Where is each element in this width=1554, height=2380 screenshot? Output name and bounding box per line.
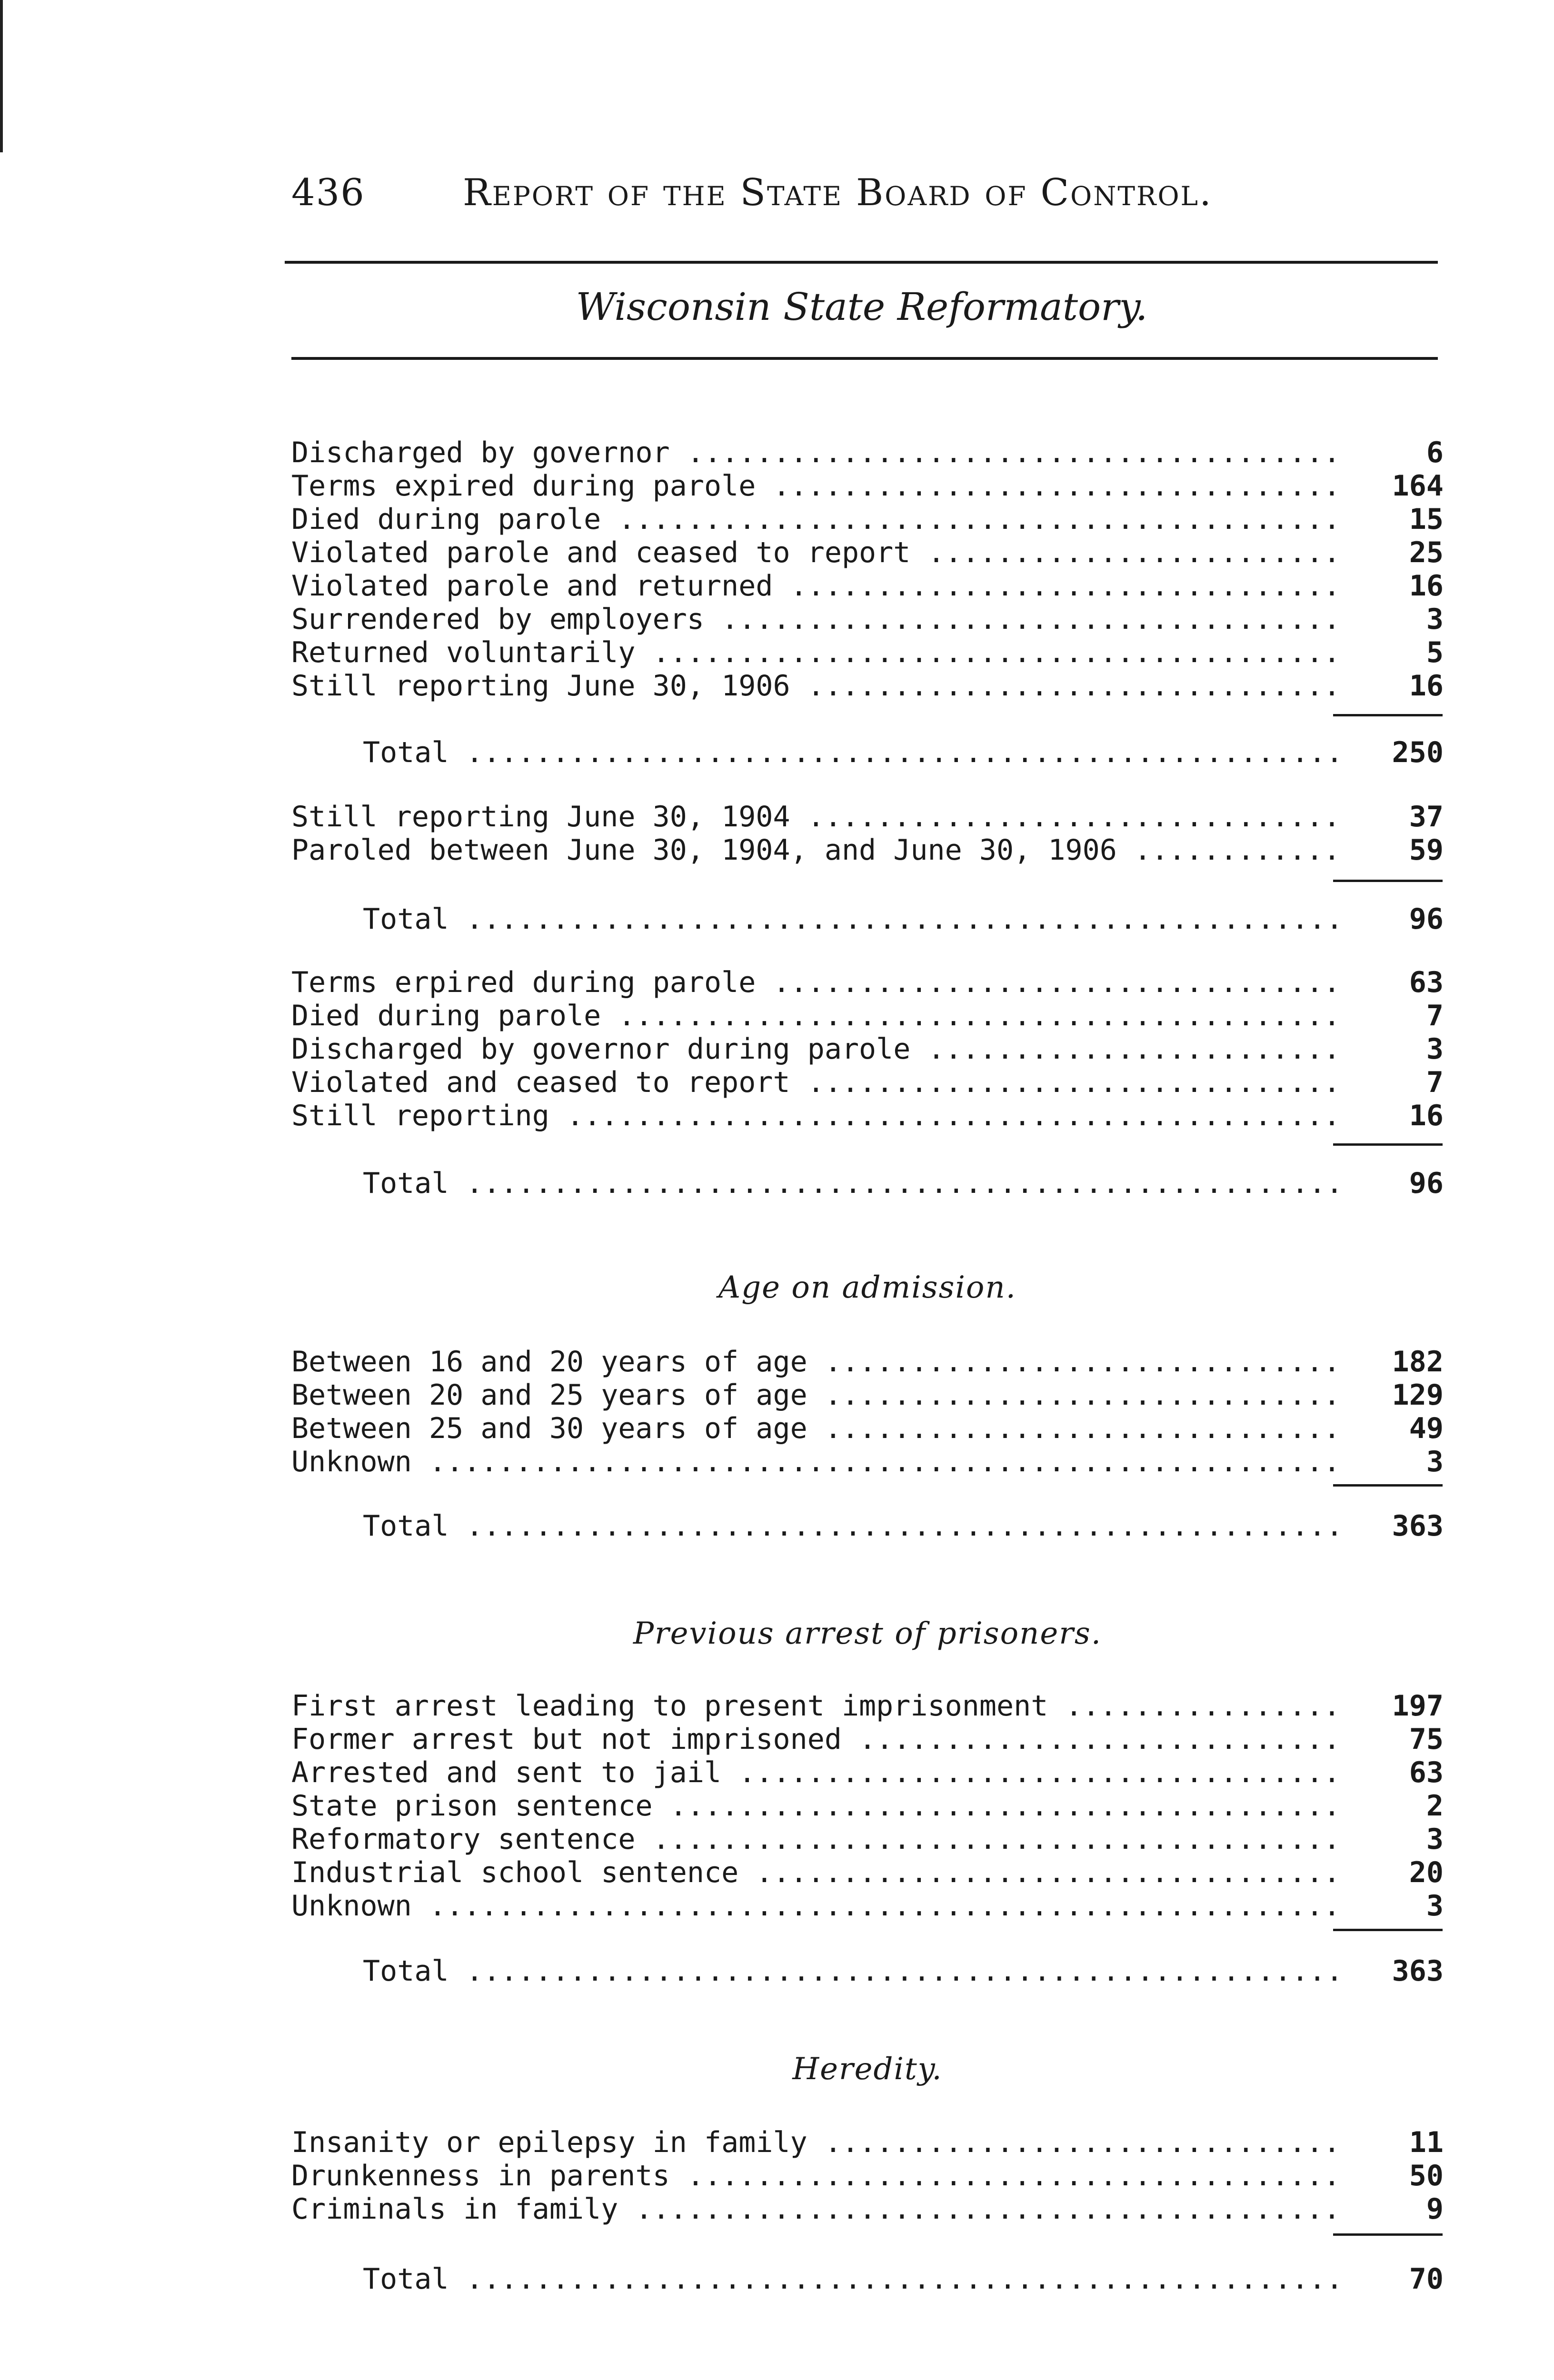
total-row: Total ..... 363	[291, 1954, 1444, 1988]
table-row: Discharged by governor ..... 6	[291, 436, 1444, 470]
sum-rule	[1333, 714, 1443, 716]
table-row: Died during parole ..... 15	[291, 502, 1444, 536]
table-row: Drunkenness in parents ..... 50	[291, 2159, 1444, 2193]
sum-rule	[1333, 1143, 1443, 1146]
table-row: Discharged by governor during parole ..... 3	[291, 1032, 1444, 1066]
sum-rule	[1333, 1484, 1443, 1487]
table-row: Still reporting June 30, 1906 ..... 16	[291, 669, 1444, 703]
total-row: Total ..... 70	[291, 2262, 1444, 2296]
section-title-arrest: Previous arrest of prisoners.	[633, 1616, 1102, 1651]
table-row: Terms erpired during parole ..... 63	[291, 965, 1444, 1000]
table-row: Criminals in family ..... 9	[291, 2192, 1444, 2226]
table-row: Unknown ..... 3	[291, 1889, 1444, 1923]
page-header	[291, 162, 1444, 233]
table-row: Died during parole ..... 7	[291, 999, 1444, 1033]
total-row: Total ..... 250	[291, 735, 1444, 770]
table-row: First arrest leading to present imprisonment ..... 197	[291, 1689, 1444, 1723]
table-row: Between 16 and 20 years of age ..... 182	[291, 1345, 1444, 1379]
table-row: Terms expired during parole ..... 164	[291, 469, 1444, 503]
subtitle-rule	[291, 357, 1438, 360]
table-row: Arrested and sent to jail ..... 63	[291, 1755, 1444, 1790]
table-row: State prison sentence ..... 2	[291, 1789, 1444, 1823]
table-row: Reformatory sentence ..... 3	[291, 1822, 1444, 1856]
table-row: Violated and ceased to report ..... 7	[291, 1065, 1444, 1100]
table-row: Still reporting ..... 16	[291, 1099, 1444, 1133]
total-row: Total ..... 96	[291, 1166, 1444, 1200]
total-row: Total ..... 363	[291, 1509, 1444, 1543]
running-head: Report of the State Board of Control.	[463, 171, 1213, 214]
table-row: Unknown ..... 3	[291, 1445, 1444, 1479]
total-row: Total ..... 96	[291, 902, 1444, 936]
table-row: Surrendered by employers ..... 3	[291, 602, 1444, 636]
page-edge-shadow	[0, 0, 3, 152]
subtitle: Wisconsin State Reformatory.	[576, 285, 1148, 329]
table-row: Industrial school sentence ..... 20	[291, 1855, 1444, 1890]
table-row: Between 20 and 25 years of age ..... 129	[291, 1378, 1444, 1412]
section-title-heredity: Heredity.	[792, 2052, 943, 2087]
table-row: Returned voluntarily ..... 5	[291, 635, 1444, 670]
table-row: Former arrest but not imprisoned ..... 75	[291, 1722, 1444, 1756]
sum-rule	[1333, 880, 1443, 882]
table-row: Between 25 and 30 years of age ..... 49	[291, 1411, 1444, 1446]
section-title-age: Age on admission.	[718, 1270, 1017, 1305]
page-number: 436	[291, 171, 365, 214]
table-row: Still reporting June 30, 1904 ..... 37	[291, 800, 1444, 834]
table-row: Violated parole and ceased to report ..... 25	[291, 536, 1444, 570]
sum-rule	[1333, 2233, 1443, 2236]
table-row: Violated parole and returned ..... 16	[291, 569, 1444, 603]
sum-rule	[1333, 1929, 1443, 1931]
table-row: Paroled between June 30, 1904, and June 30, 1906 ..... 59	[291, 833, 1444, 867]
top-rule	[285, 261, 1438, 264]
table-row: Insanity or epilepsy in family ..... 11	[291, 2125, 1444, 2160]
